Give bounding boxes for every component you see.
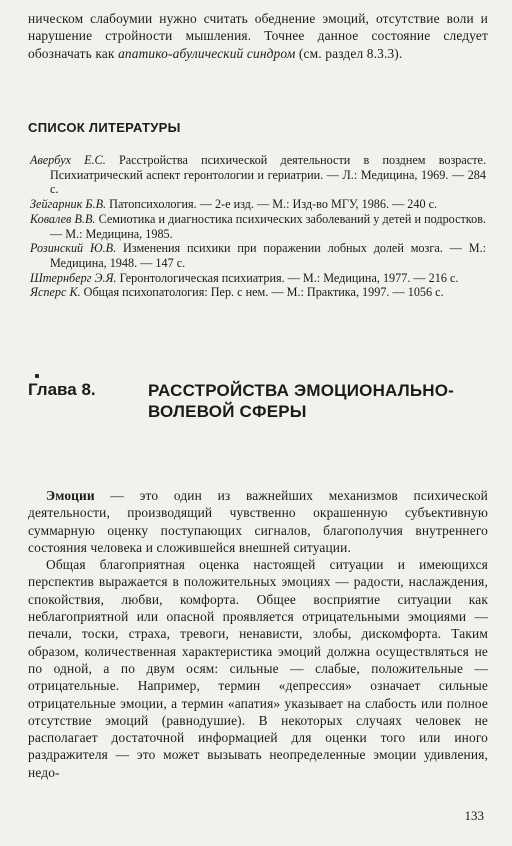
- reference-text: Геронтологическая психиатрия. — М.: Медицина, 1977. — 216 с.: [119, 270, 459, 285]
- reference-item: [30, 212, 486, 241]
- body-term: Эмоции: [46, 488, 95, 503]
- chapter-body: [28, 487, 488, 781]
- reference-author: Авербух Е.С.: [30, 153, 106, 167]
- body-paragraph-1-text: — это один из важнейших механизмов психической деятельности, производящий чувственно окрашенную субъективную суммарную оценку поступающих сигналов, благополучия внутреннего состояния человека и сложившейся внешней ситуации.: [28, 488, 488, 555]
- reference-text: Патопсихология. — 2-е изд. — М.: Изд-во МГУ, 1986. — 240 с.: [109, 197, 438, 212]
- reference-text: Изменения психики при поражении лобных долей мозга. — М.: Медицина, 1948. — 147 с.: [50, 241, 487, 270]
- reference-author: Ковалев В.В.: [30, 211, 96, 226]
- reference-text: Семиотика и диагностика психических заболеваний у детей и подростков. — М.: Медицина, 1985.: [50, 211, 487, 241]
- references-title: СПИСОК ЛИТЕРАТУРЫ: [28, 120, 181, 135]
- body-paragraph: Общая благоприятная оценка настоящей ситуации и имеющихся перспектив выражается в положительных эмоциях — радости, наслаждения, спокойствия, любви, комфорта. Общее восприятие ситуации как неблагоприятной или опасной проявляется отрицательными эмоциями — печали, тоски, страха, тревоги, ненависти, злобы, дискомфорта. Таким образом, количественная характеристика эмоций должна осуществляться не по одной, а по двум осям: сильные — слабые, положительные — отрицательные. Например, термин «депрессия» означает сильные отрицательные эмоции, а термин «апатия» указывает на слабость или полное отсутствие эмоций (равнодушие). В некоторых случаях человек не располагает достаточной информацией для оценки того или иного раздражителя — это может вызывать неопределенные эмоции удивления, недо-: [28, 557, 488, 780]
- page-number: 133: [464, 808, 484, 823]
- reference-item: [30, 197, 486, 212]
- reference-author: Ясперс К.: [30, 285, 81, 300]
- references-title-block: [28, 120, 488, 135]
- intro-text-start: ническом слабоумии нужно считать обеднение эмоций, отсутствие воли и нарушение стройности мышления. Точнее данное состояние следует обозначать как: [28, 11, 488, 61]
- reference-item: [30, 271, 486, 286]
- reference-item: [30, 285, 486, 300]
- reference-text: Расстройства психической деятельности в позднем возрасте. Психиатрический аспект геронтологии и гериатрии. — Л.: Медицина, 1969. — 284 с.: [50, 153, 486, 197]
- chapter-title: РАССТРОЙСТВА ЭМОЦИОНАЛЬНО-ВОЛЕВОЙ СФЕРЫ: [148, 381, 455, 421]
- intro-paragraph: [28, 10, 488, 62]
- intro-text-end: (см. раздел 8.3.3).: [295, 45, 403, 61]
- reference-author: Штернберг Э.Я.: [30, 270, 117, 285]
- reference-item: [30, 153, 486, 197]
- ink-speck: [35, 374, 39, 378]
- reference-item: [30, 241, 486, 270]
- reference-text: Общая психопатология: Пер. с нем. — М.: Практика, 1997. — 1056 с.: [83, 285, 444, 300]
- references-list: [30, 153, 486, 300]
- reference-author: Розинский Ю.В.: [30, 241, 117, 256]
- intro-term: апатико-абулический синдром: [118, 45, 296, 61]
- chapter-label: Глава 8.: [28, 380, 96, 399]
- reference-author: Зейгарник Б.В.: [30, 197, 107, 212]
- body-paragraph: [28, 487, 488, 556]
